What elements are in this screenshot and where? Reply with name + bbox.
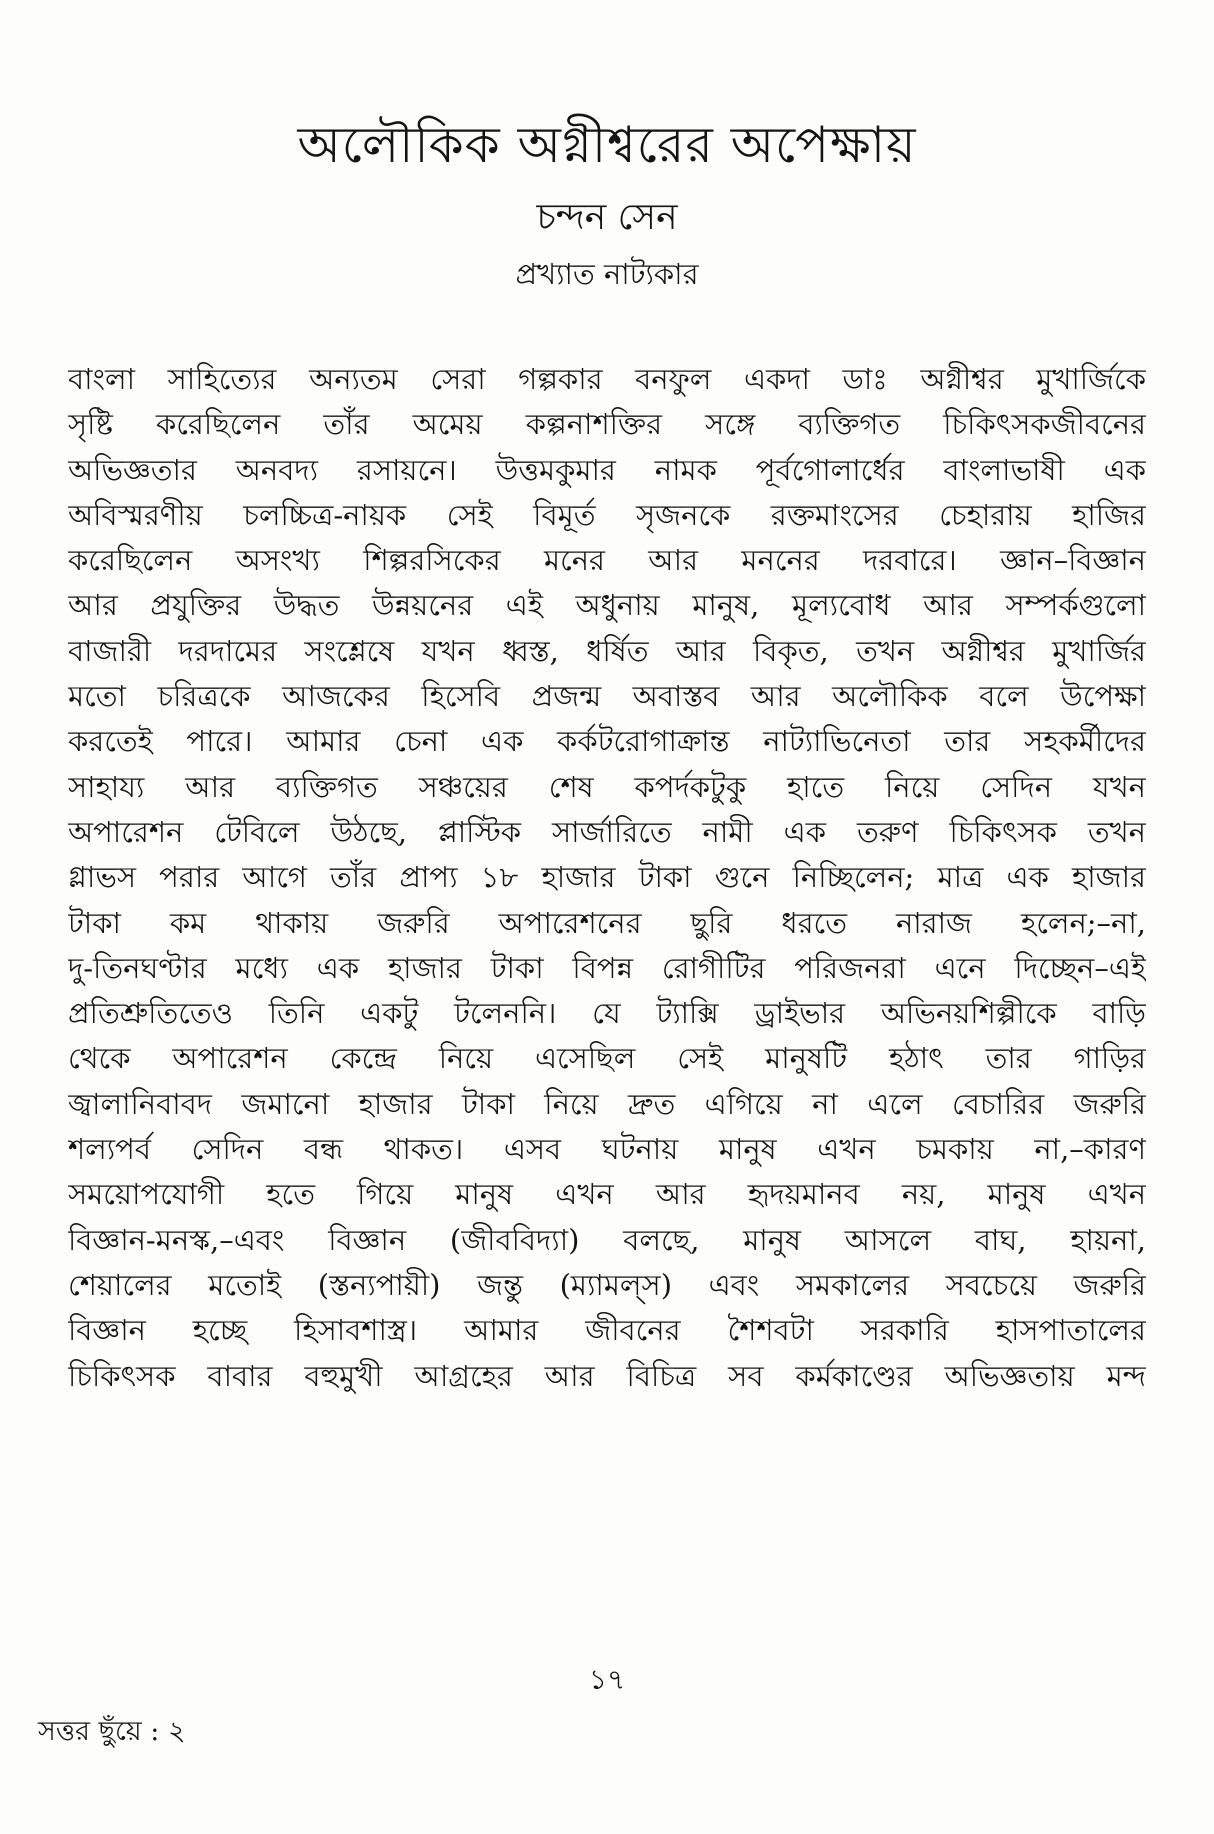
article-body — [68, 357, 1146, 1399]
body-line: করেছিলেন অসংখ্য শিল্পরসিকের মনের আর মননের দরবারে। জ্ঞান–বিজ্ঞান — [68, 543, 1146, 578]
author-name: চন্দন সেন — [536, 197, 678, 238]
body-line: অভিজ্ঞতার অনবদ্য রসায়নে। উত্তমকুমার নামক পূর্বগোলার্ধের বাংলাভাষী এক — [68, 452, 1146, 487]
body-line: দু-তিনঘণ্টার মধ্যে এক হাজার টাকা বিপন্ন রোগীটির পরিজনরা এনে দিচ্ছেন–এই — [68, 950, 1146, 985]
body-line: করতেই পারে। আমার চেনা এক কর্কটরোগাক্রান্ত নাট্যাভিনেতা তার সহকর্মীদের — [68, 724, 1146, 759]
body-line: বাজারী দরদামের সংশ্লেষে যখন ধ্বস্ত, ধর্ষিত আর বিকৃত, তখন অগ্নীশ্বর মুখার্জির — [68, 633, 1146, 668]
body-line: বাংলা সাহিত্যের অন্যতম সেরা গল্পকার বনফুল একদা ডাঃ অগ্নীশ্বর মুখার্জিকে — [68, 362, 1146, 396]
body-line: অবিস্মরণীয় চলচ্চিত্র-নায়ক সেই বিমূর্ত সৃজনকে রক্তমাংসের চেহারায় হাজির — [68, 497, 1146, 532]
body-line: আর প্রযুক্তির উদ্ধত উন্নয়নের এই অধুনায় মানুষ, মূল্যবোধ আর সম্পর্কগুলো — [68, 588, 1146, 623]
body-line: সময়োপযোগী হতে গিয়ে মানুষ এখন আর হৃদয়মানব নয়, মানুষ এখন — [68, 1177, 1146, 1212]
body-line: গ্লাভস পরার আগে তাঁর প্রাপ্য ১৮ হাজার টাকা গুনে নিচ্ছিলেন; মাত্র এক হাজার — [68, 860, 1146, 895]
body-line: টাকা কম থাকায় জরুরি অপারেশনের ছুরি ধরতে নারাজ হলেন;–না, — [68, 905, 1146, 940]
body-line: বিজ্ঞান হচ্ছে হিসাবশাস্ত্র। আমার জীবনের শৈশবটা সরকারি হাসপাতালের — [68, 1313, 1146, 1348]
body-line: বিজ্ঞান-মনস্ক,–এবং বিজ্ঞান (জীববিদ্যা) বলছে, মানুষ আসলে বাঘ, হায়না, — [68, 1222, 1146, 1257]
book-section-footer: সত্তর ছুঁয়ে : ২ — [38, 1716, 186, 1747]
body-line: সৃষ্টি করেছিলেন তাঁর অমেয় কল্পনাশক্তির সঙ্গে ব্যক্তিগত চিকিৎসকজীবনের — [68, 407, 1146, 442]
body-line: থেকে অপারেশন কেন্দ্রে নিয়ে এসেছিল সেই মানুষটি হঠাৎ তার গাড়ির — [68, 1041, 1146, 1076]
body-line: জ্বালানিবাবদ জমানো হাজার টাকা নিয়ে দ্রুত এগিয়ে না এলে বেচারির জরুরি — [68, 1086, 1146, 1121]
article-title: অলৌকিক অগ্নীশ্বরের অপেক্ষায় — [297, 116, 917, 174]
page-number: ১৭ — [588, 1663, 626, 1696]
body-line: শল্যপর্ব সেদিন বন্ধ থাকত। এসব ঘটনায় মানুষ এখন চমকায় না,–কারণ — [68, 1132, 1146, 1167]
body-line: মতো চরিত্রকে আজকের হিসেবি প্রজন্ম অবাস্তব আর অলৌকিক বলে উপেক্ষা — [68, 679, 1146, 714]
body-line: অপারেশন টেবিলে উঠছে, প্লাস্টিক সার্জারিতে নামী এক তরুণ চিকিৎসক তখন — [68, 814, 1146, 849]
body-line: প্রতিশ্রুতিতেও তিনি একটু টলেননি। যে ট্যাক্সি ড্রাইভার অভিনয়শিল্পীকে বাড়ি — [68, 996, 1146, 1031]
author-designation: প্রখ্যাত নাট্যকার — [515, 257, 699, 291]
body-line: সাহায্য আর ব্যক্তিগত সঞ্চয়ের শেষ কপর্দকটুকু হাতে নিয়ে সেদিন যখন — [68, 769, 1146, 804]
body-line: চিকিৎসক বাবার বহুমুখী আগ্রহের আর বিচিত্র সব কর্মকাণ্ডের অভিজ্ঞতায় মন্দ — [68, 1358, 1146, 1393]
body-line: শেয়ালের মতোই (স্তন্যপায়ী) জন্তু (ম্যামল্স) এবং সমকালের সবচেয়ে জরুরি — [68, 1267, 1146, 1302]
